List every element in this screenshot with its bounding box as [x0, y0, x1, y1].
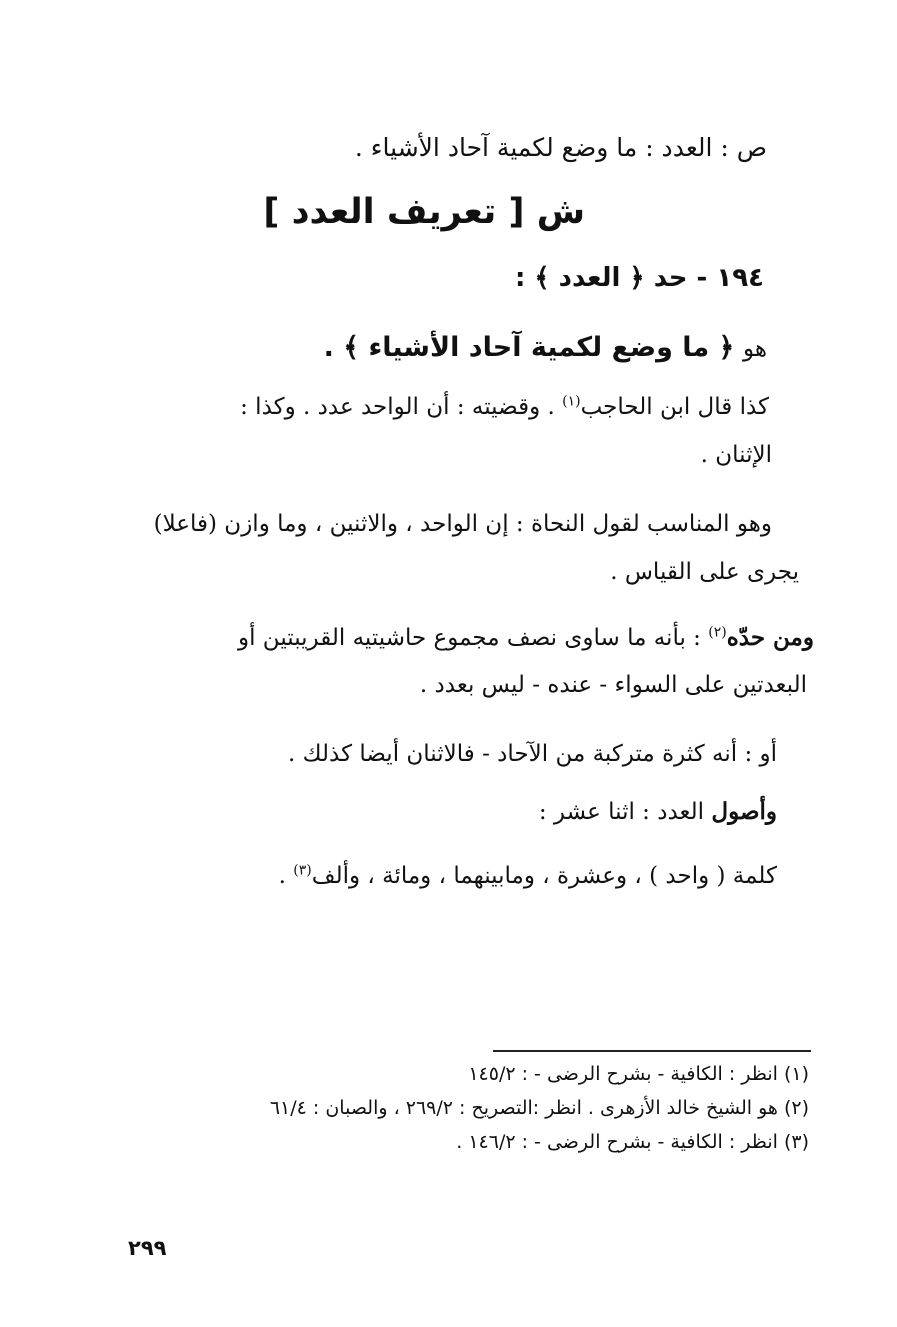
paragraph-1-text-b: . وقضيته : أن الواحد عدد . وكذا : — [240, 394, 563, 420]
paragraph-1-line-1 — [240, 393, 769, 423]
footnote-3: (٣) انظر : الكافية - بشرح الرضى - : ١٤٦/٢ . — [456, 1131, 809, 1153]
paragraph-6-text: كلمة ( واحد ) ، وعشرة ، ومابينهما ، ومائة ، وألف — [311, 863, 777, 889]
paragraph-2-line-1: وهو المناسب لقول النحاة : إن الواحد ، والاثنين ، وما وازن (فاعلا) — [153, 511, 772, 537]
section-heading: ش [ تعريف العدد ] — [263, 192, 585, 232]
matn-label: ص — [736, 133, 767, 162]
paragraph-3-line-2: البعدتين على السواء - عنده - ليس بعدد . — [419, 672, 807, 698]
paragraph-4: أو : أنه كثرة متركبة من الآحاد - فالاثنان أيضا كذلك . — [288, 741, 777, 767]
paragraph-5 — [539, 797, 777, 828]
footnote-1: (١) انظر : الكافية - بشرح الرضى - : ١٤٥/٢ — [468, 1063, 809, 1085]
definition-lead: هو — [742, 336, 767, 362]
paragraph-2-line-2: يجرى على القياس . — [610, 559, 799, 585]
definition-line — [324, 330, 767, 365]
paragraph-6 — [279, 862, 777, 892]
paragraph-3-text: : بأنه ما ساوى نصف مجموع حاشيتيه القريبتين أو — [238, 625, 709, 651]
footnote-ref-2: (٢) — [708, 624, 727, 641]
entry-number: ١٩٤ — [716, 263, 764, 293]
footnote-ref-3: (٣) — [293, 862, 312, 879]
entry-title: - حد ﴿ العدد ﴾ : — [514, 263, 708, 293]
matn-line — [355, 132, 767, 165]
paragraph-3-line-1 — [238, 623, 814, 654]
footnote-divider — [493, 1050, 811, 1052]
matn-text: : العدد : ما وضع لكمية آحاد الأشياء . — [354, 133, 729, 162]
entry-heading — [515, 262, 764, 296]
definition-text: ﴿ ما وضع لكمية آحاد الأشياء ﴾ . — [323, 332, 735, 363]
paragraph-5-bold: وأصول — [711, 798, 777, 825]
paragraph-1-line-2: الإثنان . — [700, 442, 772, 468]
paragraph-6-end: . — [278, 863, 294, 889]
paragraph-3-bold: ومن حدّه — [726, 624, 814, 651]
page-number: ٢٩٩ — [128, 1236, 167, 1260]
footnote-2: (٢) هو الشيخ خالد الأزهرى . انظر :التصريح : ٢٦٩/٢ ، والصبان : ٦١/٤ — [269, 1097, 809, 1119]
footnote-ref-1: (١) — [562, 393, 581, 410]
paragraph-1-text-a: كذا قال ابن الحاجب — [580, 394, 769, 420]
paragraph-5-text: العدد : اثنا عشر : — [538, 799, 712, 825]
